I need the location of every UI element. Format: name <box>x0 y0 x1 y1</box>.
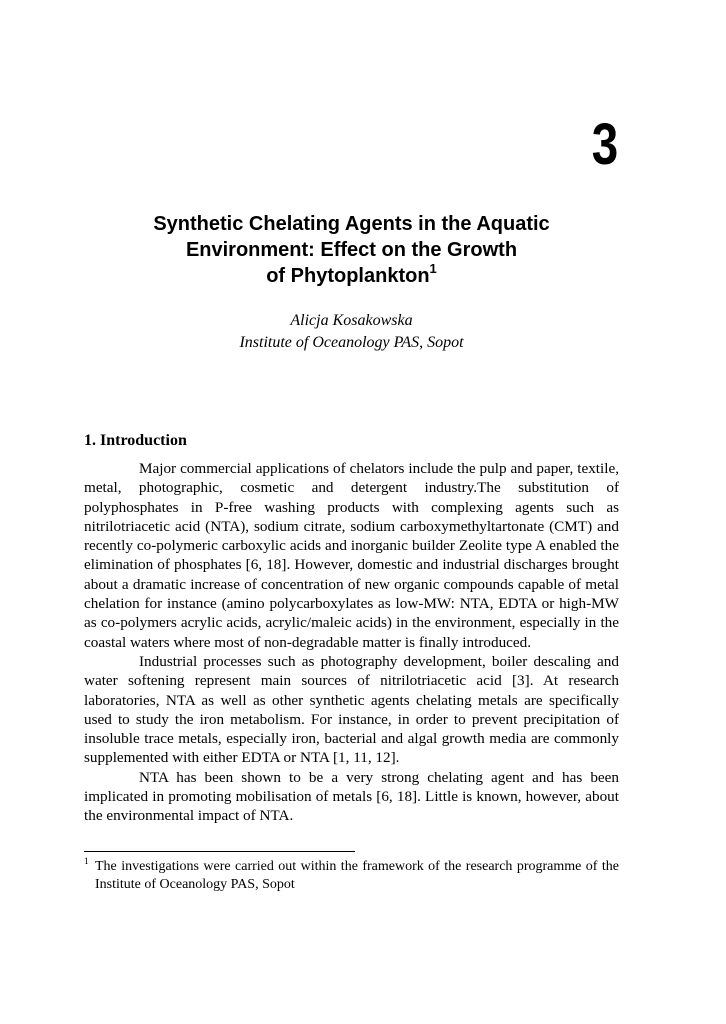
author-affiliation: Institute of Oceanology PAS, Sopot <box>239 334 464 351</box>
footnote-divider <box>84 851 355 852</box>
footnote <box>84 858 619 894</box>
chapter-number: 3 <box>591 112 618 177</box>
section-body <box>84 459 619 826</box>
paper-title <box>84 211 619 291</box>
section-heading: 1. Introduction <box>84 432 187 449</box>
author-block <box>84 310 619 354</box>
paragraph-1: Major commercial applications of chelators include the pulp and paper, textile, metal, photographic, cosmetic and detergent industry.The substitution of polyphosphates in P-free washing products with complexing agents such as nitrilotriacetic acid (NTA), sodium citrate, sodium carboxymethyltartonate (CMT) and recently co-polymeric carboxylic acids and inorganic builder Zeolite type A enabled the elimination of phosphates [6, 18]. However, domestic and industrial discharges brought about a dramatic increase of concentration of new organic compounds capable of metal chelation for instance (amino polycarboxylates as low-MW: NTA, EDTA or high-MW as co-polymers acrylic acids, acrylic/maleic acids) in the environment, especially in the coastal waters where most of non-degradable matter is finally introduced. <box>84 460 619 651</box>
footnote-text: The investigations were carried out within the framework of the research programme of the Institute of Oceanology PAS, Sopot <box>95 859 619 892</box>
title-line-2: Environment: Effect on the Growth <box>185 239 518 261</box>
title-footnote-ref: 1 <box>429 261 437 276</box>
paragraph-3: NTA has been shown to be a very strong chelating agent and has been implicated in promoting mobilisation of metals [6, 18]. Little is known, however, about the environmental impact of NTA. <box>84 768 619 825</box>
footnote-mark: 1 <box>84 857 89 867</box>
title-line-1: Synthetic Chelating Agents in the Aquatic <box>153 213 550 235</box>
paragraph-2: Industrial processes such as photography development, boiler descaling and water softening represent main sources of nitrilotriacetic acid [3]. At research laboratories, NTA as well as other synthetic agents chelating metals are specifically used to study the iron metabolism. For instance, in order to prevent precipitation of insoluble trace metals, especially iron, bacterial and algal growth media are commonly supplemented with either EDTA or NTA [1, 11, 12]. <box>84 652 619 767</box>
author-name: Alicja Kosakowska <box>290 312 413 329</box>
title-line-3: of Phytoplankton <box>266 265 430 287</box>
